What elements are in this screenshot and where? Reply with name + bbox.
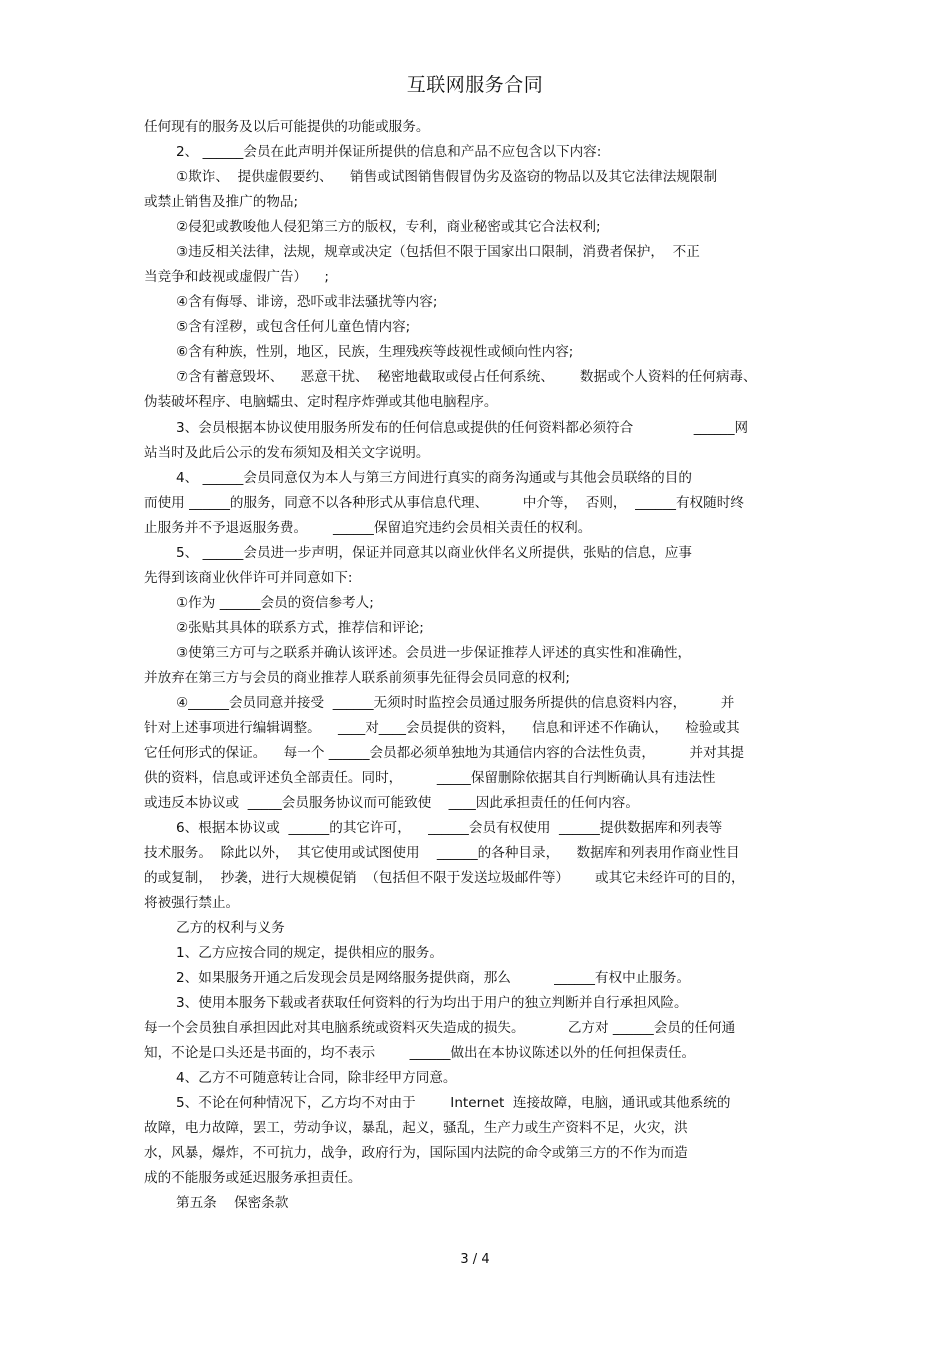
text-line: 故障，电力故障，罢工，劳动争议，暴乱，起义，骚乱，生产力或生产资料不足，火灾，洪 — [144, 1120, 688, 1136]
list-item-2: ②张贴其具体的联系方式，推荐信和评论; — [176, 620, 424, 636]
clause-3: 3、使用本服务下载或者获取任何资料的行为均出于用户的独立判断并自行承担风险。 — [176, 995, 688, 1011]
text-line: 它任何形式的保证。 每一个 ______会员都必须单独地为其通信内容的合法性负责， 并对其提 — [144, 745, 744, 761]
text-line: 或禁止销售及推广的物品; — [144, 194, 299, 210]
text-line: 先得到该商业伙伴许可并同意如下: — [144, 570, 353, 586]
article-heading: 第五条 保密条款 — [176, 1195, 289, 1211]
list-item-5: ⑤含有淫秽，或包含任何儿童色情内容; — [176, 319, 411, 335]
list-item-3: ③使第三方可与之联系并确认该评述。会员进一步保证推荐人评述的真实性和准确性， — [176, 645, 692, 661]
clause-5: 5、不论在何种情况下，乙方均不对由于 Internet 连接故障，电脑，通讯或其他系统的 — [176, 1095, 731, 1111]
text-line: 止服务并不予退返服务费。 ______保留追究违约会员相关责任的权利。 — [144, 520, 592, 536]
clause-2: 2、 ______会员在此声明并保证所提供的信息和产品不应包含以下内容: — [176, 144, 602, 160]
list-item-7: ⑦含有蓄意毁坏、 恶意干扰、 秘密地截取或侵占任何系统、 数据或个人资料的任何病毒、 — [176, 369, 757, 385]
clause-1: 1、乙方应按合同的规定，提供相应的服务。 — [176, 945, 443, 961]
page-number: 3 / 4 — [460, 1252, 490, 1267]
list-item-2: ②侵犯或教唆他人侵犯第三方的版权，专利，商业秘密或其它合法权利; — [176, 219, 601, 235]
section-heading: 乙方的权利与义务 — [176, 920, 285, 936]
text-line: 站当时及此后公示的发布须知及相关文字说明。 — [144, 445, 430, 461]
clause-4: 4、乙方不可随意转让合同，除非经甲方同意。 — [176, 1070, 457, 1086]
list-item-1: ①作为 ______会员的资信参考人; — [176, 595, 374, 611]
list-item-3: ③违反相关法律，法规，规章或决定（包括但不限于国家出口限制，消费者保护， 不正 — [176, 244, 700, 260]
text-line: 任何现有的服务及以后可能提供的功能或服务。 — [144, 119, 430, 135]
clause-2: 2、如果服务开通之后发现会员是网络服务提供商，那么 ______有权中止服务。 — [176, 970, 691, 986]
text-line: 而使用 ______的服务，同意不以各种形式从事信息代理、 中介等， 否则， ______有权随时终 — [144, 495, 744, 511]
text-line: 的或复制， 抄袭，进行大规模促销 （包括但不限于发送垃圾邮件等） 或其它未经许可的目的， — [144, 870, 745, 886]
list-item-6: ⑥含有种族，性别，地区，民族，生理残疾等歧视性或倾向性内容; — [176, 344, 574, 360]
clause-5: 5、 ______会员进一步声明，保证并同意其以商业伙伴名义所提供，张贴的信息，应事 — [176, 545, 692, 561]
document-title: 互联网服务合同 — [406, 74, 544, 96]
text-line: 供的资料，信息或评述负全部责任。同时， _____保留删除依据其自行判断确认具有违法性 — [144, 770, 716, 786]
text-line: 当竞争和歧视或虚假广告） ; — [144, 269, 329, 285]
text-line: 或违反本协议或 _____会员服务协议而可能致使 ____因此承担责任的任何内容。 — [144, 795, 639, 811]
list-item-4: ④______会员同意并接受 ______无须时时监控会员通过服务所提供的信息资料内容， 并 — [176, 695, 735, 711]
clause-4: 4、 ______会员同意仅为本人与第三方间进行真实的商务沟通或与其他会员联络的目的 — [176, 470, 692, 486]
text-line: 伪装破坏程序、电脑蠕虫、定时程序炸弹或其他电脑程序。 — [144, 394, 498, 410]
text-line: 知，不论是口头还是书面的，均不表示 ______做出在本协议陈述以外的任何担保责任。 — [144, 1045, 696, 1061]
clause-6: 6、根据本协议或 ______的其它许可， ______会员有权使用 ______提供数据库和列表等 — [176, 820, 723, 836]
text-line: 每一个会员独自承担因此对其电脑系统或资料灭失造成的损失。 乙方对 ______会员的任何通 — [144, 1020, 736, 1036]
text-line: 成的不能服务或延迟服务承担责任。 — [144, 1170, 362, 1186]
text-line: 并放弃在第三方与会员的商业推荐人联系前须事先征得会员同意的权利; — [144, 670, 570, 686]
text-line: 将被强行禁止。 — [144, 895, 240, 911]
list-item-1: ①欺诈、 提供虚假要约、 销售或试图销售假冒伪劣及盗窃的物品以及其它法律法规限制 — [176, 169, 718, 185]
text-line: 水，风暴，爆炸，不可抗力，战争，政府行为，国际国内法院的命令或第三方的不作为而造 — [144, 1145, 688, 1161]
text-line: 技术服务。 除此以外， 其它使用或试图使用 ______的各种目录， 数据库和列表用作商业性目 — [144, 845, 740, 861]
text-line: 针对上述事项进行编辑调整。 ____对____会员提供的资料， 信息和评述不作确认， 检验或其 — [144, 720, 740, 736]
clause-3: 3、会员根据本协议使用服务所发布的任何信息或提供的任何资料都必须符合 ______网 — [176, 420, 749, 436]
list-item-4: ④含有侮辱、诽谤，恐吓或非法骚扰等内容; — [176, 294, 438, 310]
